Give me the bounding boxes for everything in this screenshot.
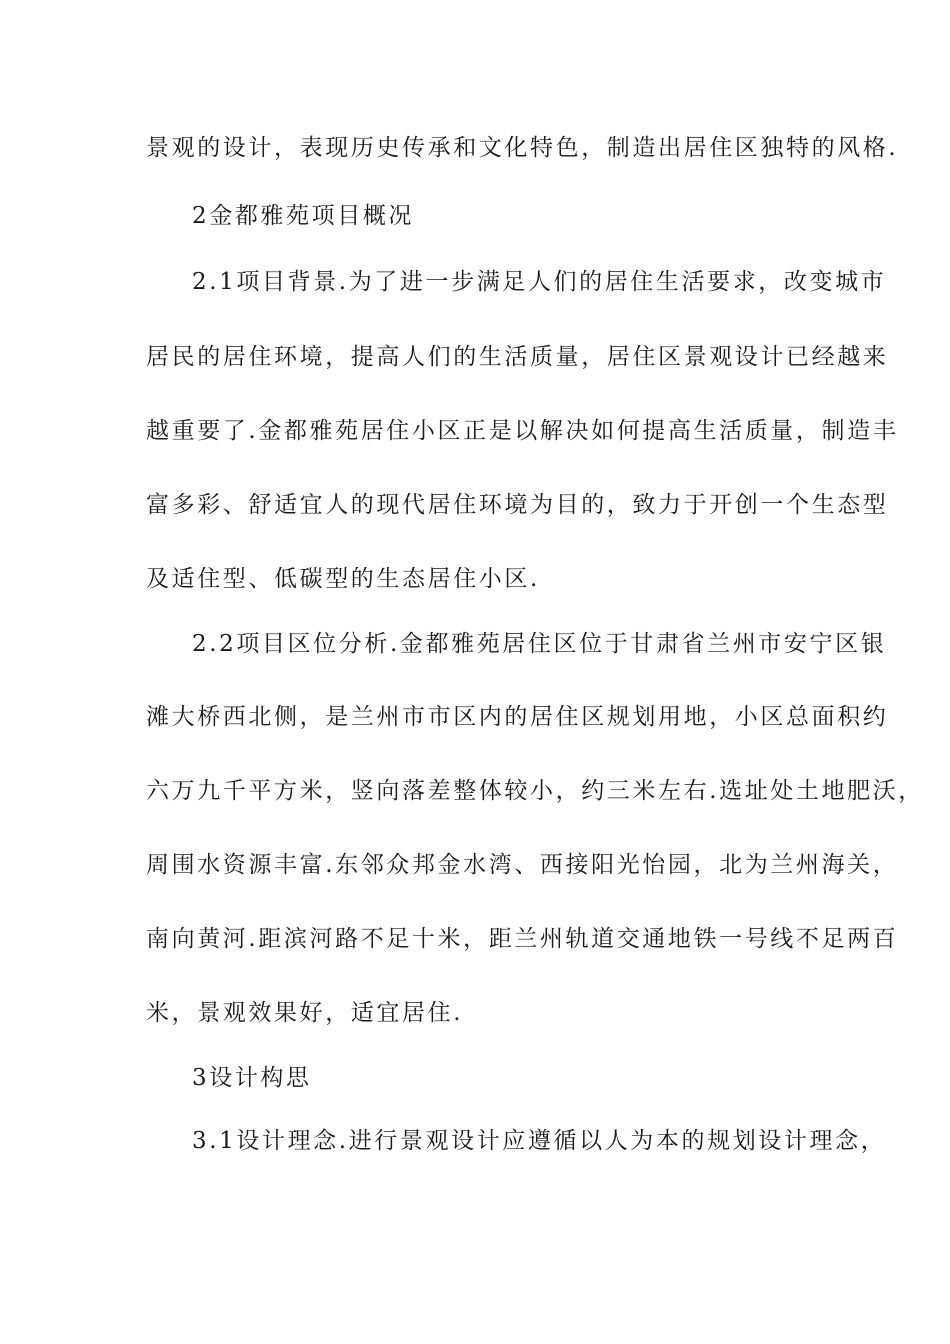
subsection-2-1-last-line: 及适住型、低碳型的生态居住小区. xyxy=(146,566,540,592)
subsection-2-2-line: 南向黄河.距滨河路不足十米，距兰州轨道交通地铁一号线不足两百 xyxy=(146,926,899,952)
section-heading-2: 2金都雅苑项目概况 xyxy=(192,203,415,229)
section-heading-3: 3设计构思 xyxy=(192,1065,312,1091)
subsection-2-2-line: 六万九千平方米，竖向落差整体较小，约三米左右.选址处土地肥沃， xyxy=(146,778,924,804)
subsection-2-2-line: 滩大桥西北侧，是兰州市市区内的居住区规划用地，小区总面积约 xyxy=(146,704,889,730)
subsection-2-1-first-line: 2.1项目背景.为了进一步满足人们的居住生活要求，改变城市 xyxy=(192,269,887,295)
subsection-2-2-line: 周围水资源丰富.东邻众邦金水湾、西接阳光怡园，北为兰州海关， xyxy=(146,852,899,878)
subsection-2-1-line: 越重要了.金都雅苑居住小区正是以解决如何提高生活质量，制造丰 xyxy=(146,418,899,444)
paragraph-continuation-line: 景观的设计，表现历史传承和文化特色，制造出居住区独特的风格. xyxy=(146,135,899,161)
subsection-2-2-first-line: 2.2项目区位分析.金都雅苑居住区位于甘肃省兰州市安宁区银 xyxy=(192,631,887,657)
subsection-2-2-last-line: 米，景观效果好，适宜居住. xyxy=(146,1000,464,1026)
subsection-3-1-first-line: 3.1设计理念.进行景观设计应遵循以人为本的规划设计理念， xyxy=(192,1128,887,1154)
subsection-2-1-line: 居民的居住环境，提高人们的生活质量，居住区景观设计已经越来 xyxy=(146,344,889,370)
subsection-2-1-line: 富多彩、舒适宜人的现代居住环境为目的，致力于开创一个生态型 xyxy=(146,492,889,518)
